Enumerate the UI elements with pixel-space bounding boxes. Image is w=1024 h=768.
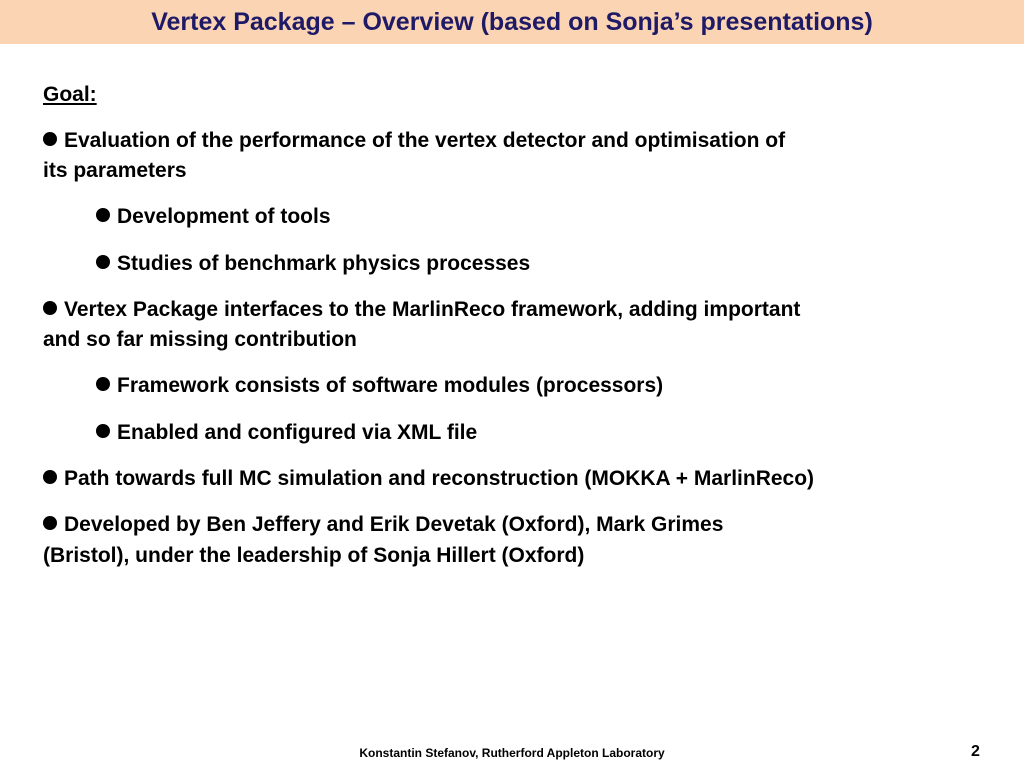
bullet-text: Studies of benchmark physics processes [117,252,531,275]
bullet-item [43,464,814,494]
bullet-item [43,295,800,325]
bullet-icon [96,208,110,222]
bullet-text: Enabled and configured via XML file [117,421,478,444]
bullet-icon [96,255,110,269]
bullet-icon [43,132,57,146]
bullet-text: Framework consists of software modules (processors) [117,374,664,397]
bullet-continuation: its parameters [43,159,187,182]
bullet-continuation: and so far missing contribution [43,328,357,351]
sub-bullet-item [96,418,477,448]
bullet-icon [43,470,57,484]
slide-title: Vertex Package – Overview (based on Sonja’s presentations) [151,7,873,36]
bullet-continuation: (Bristol), under the leadership of Sonja Hillert (Oxford) [43,544,585,567]
goal-heading: Goal: [43,83,97,106]
bullet-icon [96,377,110,391]
sub-bullet-item [96,249,530,279]
bullet-item [43,126,785,156]
bullet-text: Evaluation of the performance of the vertex detector and optimisation of [64,129,786,152]
sub-bullet-item [96,371,663,401]
title-bar [0,0,1024,44]
bullet-icon [43,516,57,530]
bullet-text: Developed by Ben Jeffery and Erik Devetak (Oxford), Mark Grimes [64,513,724,536]
bullet-text: Development of tools [117,205,331,228]
footer-author: Konstantin Stefanov, Rutherford Appleton Laboratory [359,746,665,760]
bullet-text: Vertex Package interfaces to the MarlinReco framework, adding important [64,298,801,321]
bullet-icon [96,424,110,438]
page-number: 2 [971,743,980,760]
sub-bullet-item [96,202,331,232]
bullet-text: Path towards full MC simulation and reconstruction (MOKKA + MarlinReco) [64,467,815,490]
bullet-item [43,510,723,540]
bullet-icon [43,301,57,315]
